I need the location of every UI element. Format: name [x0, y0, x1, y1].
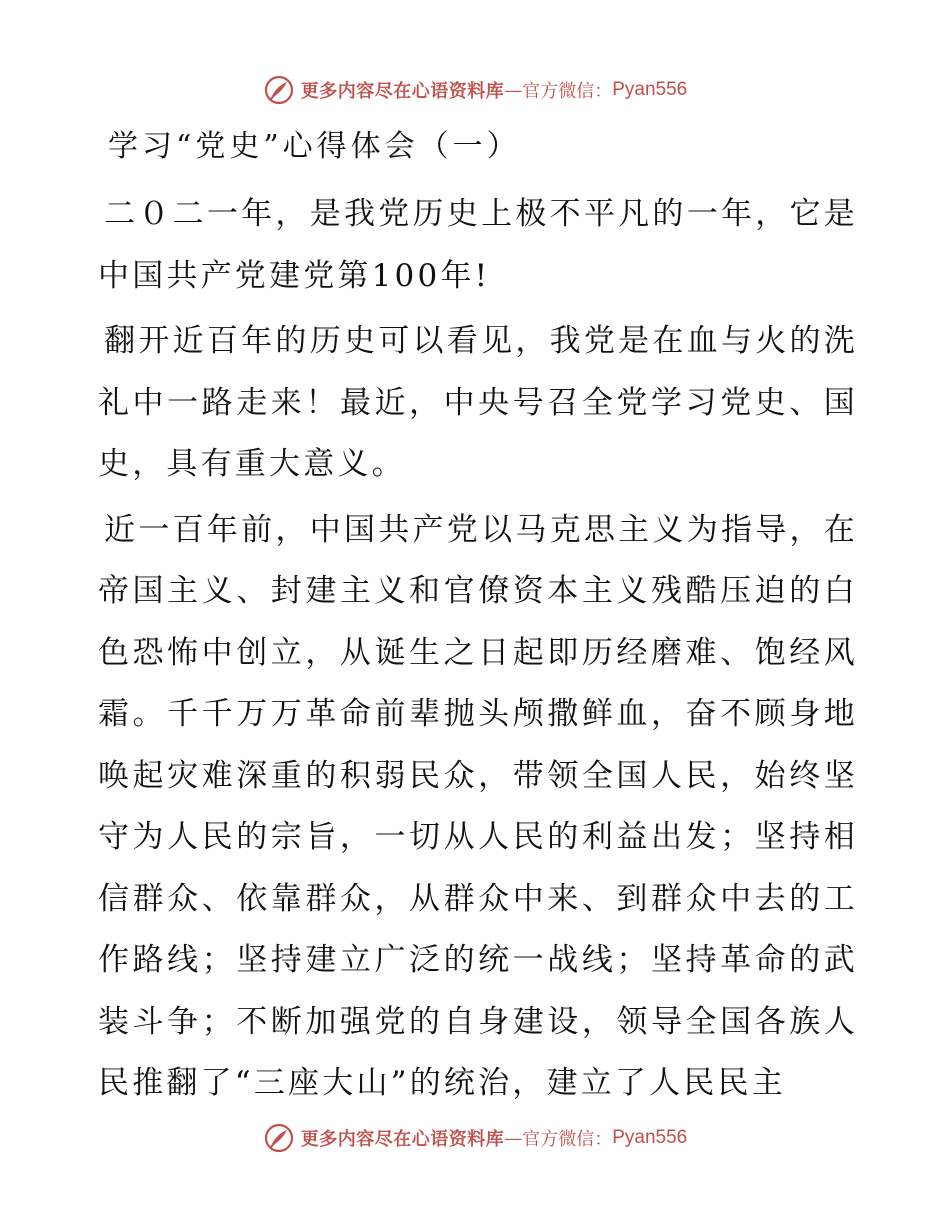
paragraph-1: [98, 184, 858, 307]
document-body: [98, 122, 858, 1119]
watermark-brand: 更多内容尽在心语资料库: [300, 81, 505, 102]
watermark-account: Pyan556: [612, 79, 688, 100]
watermark-official-label: 官方微信：: [522, 81, 613, 102]
quill-logo-icon: [263, 1122, 295, 1154]
footer-watermark: [0, 1118, 950, 1158]
watermark-separator: —: [504, 1127, 523, 1149]
paragraph-2: [98, 311, 858, 496]
watermark-brand: 更多内容尽在心语资料库: [300, 1129, 505, 1150]
paragraph-3: [98, 500, 858, 1115]
quill-logo-icon: [263, 74, 295, 106]
document-title: 学习“党史”心得体会（一）: [108, 129, 521, 164]
watermark-account: Pyan556: [612, 1127, 688, 1148]
watermark-official-label: 官方微信：: [522, 1129, 613, 1150]
paragraph-text: 翻开近百年的历史可以看见，我党是在血与火的洗礼中一路走来！最近，中央号召全党学习党史、国史，具有重大意义。: [98, 323, 858, 482]
header-watermark: [0, 70, 950, 110]
watermark-separator: —: [504, 79, 523, 101]
paragraph-text: 近一百年前，中国共产党以马克思主义为指导，在帝国主义、封建主义和官僚资本主义残酷压迫的白色恐怖中创立，从诞生之日起即历经磨难、饱经风霜。千千万万革命前辈抛头颅撒鲜血，奋不顾身地唤起灾难深重的积弱民众，带领全国人民，始终坚守为人民的宗旨，一切从人民的利益出发；坚持相信群众、依靠群众，从群众中来、到群众中去的工作路线；坚持建立广泛的统一战线；坚持革命的武装斗争；不断加强党的自身建设，领导全国各族人民推翻了“三座大山”的统治，建立了人民民主: [98, 511, 858, 1101]
paragraph-text: 二０二一年，是我党历史上极不平凡的一年，它是中国共产党建党第100年!: [98, 196, 858, 294]
